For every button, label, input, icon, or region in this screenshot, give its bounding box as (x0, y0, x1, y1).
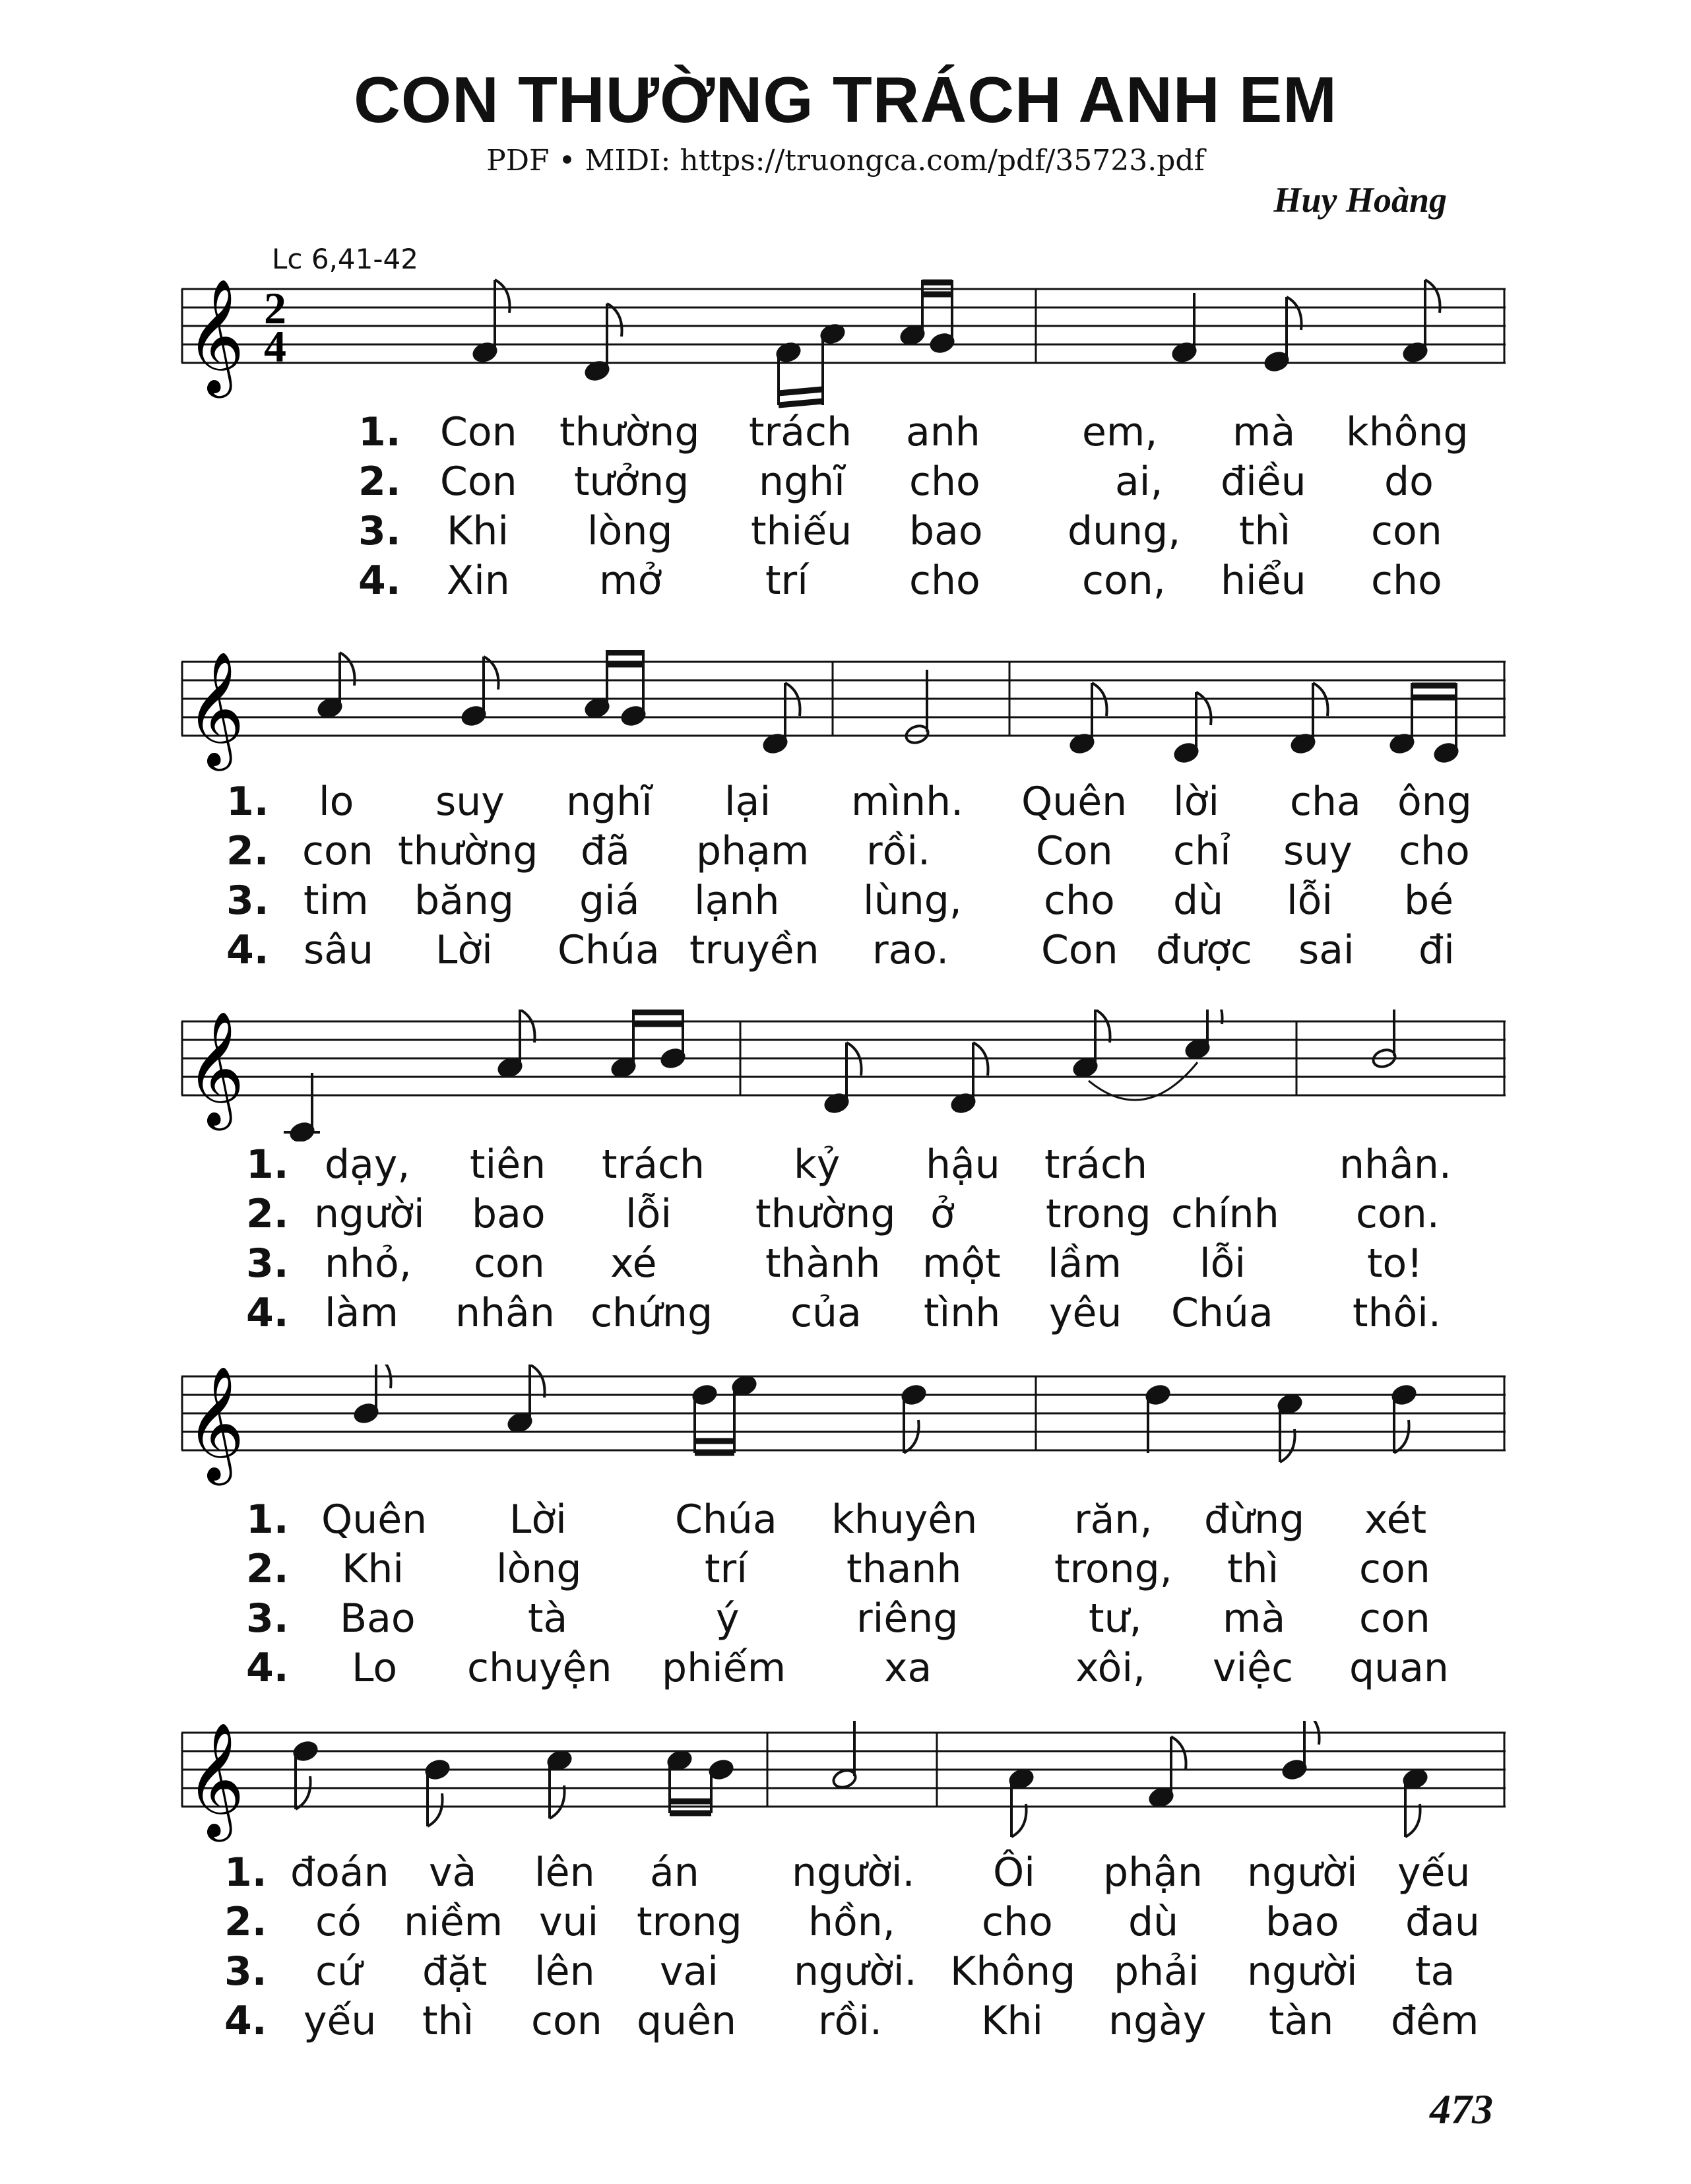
lyric-word: tiên (470, 1141, 546, 1188)
lyric-word: to! (1367, 1240, 1423, 1287)
lyric-word: một (922, 1240, 1001, 1287)
lyric-word: đặt (422, 1948, 488, 1995)
lyric-word: cho (1044, 878, 1115, 924)
verse-number: 3. (358, 508, 401, 554)
lyric-word: do (1384, 459, 1434, 505)
lyric-word: hiểu (1221, 558, 1306, 604)
lyric-word: người (1247, 1849, 1358, 1896)
lyric-word: lùng, (863, 878, 962, 924)
lyric-word: quên (637, 1998, 737, 2044)
lyric-word: không (1346, 409, 1469, 455)
lyric-word: thường (398, 828, 538, 874)
lyric-word: trí (705, 1546, 748, 1592)
lyric-word: thanh (846, 1546, 962, 1592)
lyric-word: Chúa (675, 1496, 777, 1543)
lyric-word: trong, (1054, 1546, 1172, 1592)
lyric-word: cho (1399, 828, 1470, 874)
pdf-midi-link[interactable]: PDF • MIDI: https://truongca.com/pdf/35723.pdf (486, 144, 1205, 177)
lyric-word: rao. (872, 927, 949, 973)
verse-number: 1. (246, 1141, 289, 1188)
lyric-word: vui (539, 1899, 599, 1945)
verse-line (0, 459, 1691, 508)
lyric-word: lỗi (625, 1191, 672, 1237)
lyric-word: rồi. (866, 828, 931, 874)
lyric-word: cho (909, 459, 980, 505)
lyric-word: phải (1114, 1948, 1199, 1995)
lyric-word: thường (755, 1191, 896, 1237)
verse-number: 1. (226, 779, 269, 825)
lyric-word: bao (472, 1191, 546, 1237)
lyric-word: án (650, 1849, 699, 1896)
lyric-word: xôi, (1075, 1645, 1146, 1691)
lyric-word: thì (422, 1998, 474, 2044)
lyric-word: tàn (1269, 1998, 1334, 2044)
lyric-word: xa (884, 1645, 932, 1691)
lyric-word: con (1371, 508, 1442, 554)
lyric-word: kỷ (794, 1141, 841, 1188)
lyric-word: trách (749, 409, 852, 455)
verse-number: 4. (358, 558, 401, 604)
lyric-word: khuyên (831, 1496, 978, 1543)
lyric-word: Lời (509, 1496, 567, 1543)
lyric-word: dung, (1068, 508, 1181, 554)
lyric-word: xé (610, 1240, 657, 1287)
lyric-word: lỗi (1287, 878, 1333, 924)
lyric-word: được (1156, 927, 1252, 973)
lyric-word: ngày (1108, 1998, 1207, 2044)
lyric-word: cha (1290, 779, 1361, 825)
lyric-word: ở (930, 1191, 955, 1237)
verse-number: 4. (246, 1645, 289, 1691)
lyric-word: có (315, 1899, 362, 1945)
time-signature-bottom: 4 (264, 321, 286, 371)
lyric-word: thường (559, 409, 700, 455)
lyric-word: truyền (689, 927, 819, 973)
lyric-word: con (1359, 1546, 1430, 1592)
lyric-word: chính (1171, 1191, 1279, 1237)
time-signature-top: 2 (264, 283, 286, 333)
lyric-word: chuyện (467, 1645, 612, 1691)
verse-line (0, 1645, 1691, 1694)
verse-line (0, 1899, 1691, 1948)
lyric-word: đừng (1204, 1496, 1305, 1543)
verse-line (0, 927, 1691, 977)
lyric-word: dạy, (325, 1141, 410, 1188)
lyric-word: chứng (590, 1290, 713, 1336)
lyric-word: em, (1082, 409, 1158, 455)
lyric-word: Khi (342, 1546, 404, 1592)
composer: Huy Hoàng (1273, 180, 1447, 220)
lyric-word: tim (303, 878, 369, 924)
lyric-word: mà (1223, 1595, 1286, 1642)
verse-line (0, 1191, 1691, 1240)
verse-line (0, 828, 1691, 878)
song-title: CON THƯỜNG TRÁCH ANH EM (354, 63, 1337, 136)
page-number: 473 (1430, 2086, 1493, 2133)
lyric-word: và (429, 1849, 477, 1896)
lyric-word: đau (1405, 1899, 1480, 1945)
lyric-word: lòng (496, 1546, 582, 1592)
verse-number: 3. (224, 1948, 267, 1995)
lyric-word: Khi (447, 508, 509, 554)
staff-5 (0, 1721, 1691, 1853)
verse-number: 2. (246, 1191, 289, 1237)
lyric-word: cho (909, 558, 980, 604)
lyric-word: người. (792, 1849, 915, 1896)
lyric-word: Quên (1021, 779, 1128, 825)
lyric-word: lên (534, 1948, 595, 1995)
lyric-word: niềm (404, 1899, 503, 1945)
lyric-word: lo (319, 779, 354, 825)
lyric-word: đêm (1391, 1998, 1479, 2044)
verse-line (0, 1240, 1691, 1290)
lyric-word: lại (724, 779, 771, 825)
lyric-word: Khi (981, 1998, 1044, 2044)
treble-clef-icon: 𝄞 (186, 1722, 245, 1837)
lyric-word: yếu (303, 1998, 377, 2044)
lyric-word: Bao (340, 1595, 416, 1642)
lyric-word: Lo (352, 1645, 398, 1691)
lyric-word: điều (1221, 459, 1306, 505)
lyric-word: trong (637, 1899, 742, 1945)
lyric-word: cứ (315, 1948, 363, 1995)
verse-number: 2. (358, 459, 401, 505)
lyric-word: cho (982, 1899, 1053, 1945)
lyric-word: con, (1082, 558, 1166, 604)
lyric-word: tư, (1089, 1595, 1142, 1642)
lyric-word: ông (1397, 779, 1472, 825)
lyric-word: lòng (587, 508, 673, 554)
verse-number: 4. (224, 1998, 267, 2044)
lyric-word: tưởng (574, 459, 689, 505)
verse-number: 1. (246, 1496, 289, 1543)
lyric-word: hồn, (808, 1899, 895, 1945)
lyric-word: trách (1044, 1141, 1147, 1188)
lyric-word: Lời (435, 927, 493, 973)
verse-number: 4. (246, 1290, 289, 1336)
staff-3 (0, 1010, 1691, 1141)
lyric-word: bao (909, 508, 983, 554)
lyric-word: Con (1036, 828, 1113, 874)
verse-number: 2. (224, 1899, 267, 1945)
lyric-word: nhỏ, (325, 1240, 412, 1287)
verse-number: 1. (358, 409, 401, 455)
lyric-word: làm (325, 1290, 399, 1336)
lyric-word: Xin (447, 558, 510, 604)
lyric-word: thôi. (1353, 1290, 1442, 1336)
verse-number: 2. (226, 828, 269, 874)
lyric-word: chỉ (1173, 828, 1231, 874)
lyric-word: sâu (303, 927, 374, 973)
verse-number: 2. (246, 1546, 289, 1592)
lyric-word: Không (950, 1948, 1076, 1995)
lyric-word: Con (1041, 927, 1118, 973)
verse-number: 4. (226, 927, 269, 973)
lyric-word: dù (1128, 1899, 1179, 1945)
verse-line (0, 1595, 1691, 1645)
lyric-word: quan (1349, 1645, 1449, 1691)
lyric-word: riêng (856, 1595, 959, 1642)
lyric-word: tình (924, 1290, 1001, 1336)
lyric-word: yếu (1397, 1849, 1471, 1896)
lyric-word: rồi. (818, 1998, 883, 2044)
lyric-word: con. (1356, 1191, 1440, 1237)
lyric-word: người (1247, 1948, 1358, 1995)
lyric-word: dù (1173, 878, 1224, 924)
lyric-word: con (1359, 1595, 1430, 1642)
lyric-word: thành (765, 1240, 881, 1287)
lyric-word: bao (1265, 1899, 1339, 1945)
lyric-word: người (314, 1191, 425, 1237)
lyric-word: răn, (1074, 1496, 1153, 1543)
verse-number: 1. (224, 1849, 267, 1896)
verse-line (0, 508, 1691, 558)
lyric-word: suy (1283, 828, 1353, 874)
verse-line (0, 878, 1691, 927)
lyric-word: hậu (926, 1141, 1000, 1188)
lyric-word: nghĩ (759, 459, 845, 505)
treble-clef-icon: 𝄞 (186, 1011, 245, 1126)
treble-clef-icon: 𝄞 (186, 651, 245, 766)
lyric-word: suy (435, 779, 505, 825)
verse-line (0, 1998, 1691, 2047)
lyric-word: trí (765, 558, 808, 604)
verse-line (0, 1546, 1691, 1595)
lyric-word: yêu (1049, 1290, 1122, 1336)
verse-number: 3. (226, 878, 269, 924)
lyric-word: mà (1232, 409, 1296, 455)
lyric-word: Con (440, 459, 517, 505)
lyric-word: Chúa (558, 927, 660, 973)
lyric-word: thì (1227, 1546, 1279, 1592)
staff-4 (0, 1365, 1691, 1496)
lyric-word: mở (599, 558, 662, 604)
lyric-word: nhân (455, 1290, 555, 1336)
lyric-word: lên (534, 1849, 595, 1896)
lyric-word: xét (1364, 1496, 1427, 1543)
staff-1 (0, 277, 1691, 409)
lyric-word: tà (528, 1595, 568, 1642)
lyric-word: ý (716, 1595, 740, 1642)
lyric-word: giá (579, 878, 640, 924)
lyric-word: ta (1415, 1948, 1455, 1995)
lyric-word: của (790, 1290, 862, 1336)
lyric-word: anh (906, 409, 980, 455)
lyric-word: lầm (1048, 1240, 1122, 1287)
lyric-word: phạm (696, 828, 810, 874)
lyric-word: sai (1298, 927, 1355, 973)
staff-2 (0, 650, 1691, 782)
treble-clef-icon: 𝄞 (186, 1366, 245, 1481)
verse-line (0, 1849, 1691, 1899)
lyric-word: Ôi (993, 1849, 1035, 1896)
verse-line (0, 1496, 1691, 1546)
lyric-word: Con (440, 409, 517, 455)
lyric-word: bé (1404, 878, 1453, 924)
lyric-word: lạnh (694, 878, 780, 924)
verse-line (0, 1290, 1691, 1339)
lyric-word: nhân. (1339, 1141, 1452, 1188)
lyric-word: mình. (851, 779, 964, 825)
lyric-word: phận (1103, 1849, 1203, 1896)
lyric-word: trong (1046, 1191, 1151, 1237)
verse-line (0, 1948, 1691, 1998)
verse-line (0, 779, 1691, 828)
lyric-word: vai (660, 1948, 718, 1995)
lyric-word: việc (1213, 1645, 1294, 1691)
lyric-word: thiếu (751, 508, 852, 554)
lyric-word: thì (1239, 508, 1291, 554)
verse-number: 3. (246, 1240, 289, 1287)
lyric-word: Quên (321, 1496, 428, 1543)
lyric-word: đã (581, 828, 630, 874)
verse-line (0, 409, 1691, 459)
lyric-word: trách (602, 1141, 705, 1188)
verse-number: 3. (246, 1595, 289, 1642)
verse-line (0, 1141, 1691, 1191)
lyric-word: Chúa (1171, 1290, 1273, 1336)
lyric-word: phiếm (662, 1645, 786, 1691)
lyric-word: cho (1371, 558, 1442, 604)
lyric-word: con (302, 828, 373, 874)
verse-line (0, 558, 1691, 607)
lyric-word: lỗi (1199, 1240, 1246, 1287)
lyric-word: lời (1173, 779, 1220, 825)
lyric-word: băng (414, 878, 514, 924)
lyric-word: đoán (290, 1849, 389, 1896)
lyric-word: con (474, 1240, 545, 1287)
scripture-reference: Lc 6,41-42 (272, 243, 418, 275)
lyric-word: con (531, 1998, 602, 2044)
lyric-word: ai, (1115, 459, 1163, 505)
treble-clef-icon: 𝄞 (186, 278, 245, 393)
lyric-word: đi (1419, 927, 1455, 973)
lyric-word: nghĩ (566, 779, 653, 825)
lyric-word: người. (794, 1948, 917, 1995)
